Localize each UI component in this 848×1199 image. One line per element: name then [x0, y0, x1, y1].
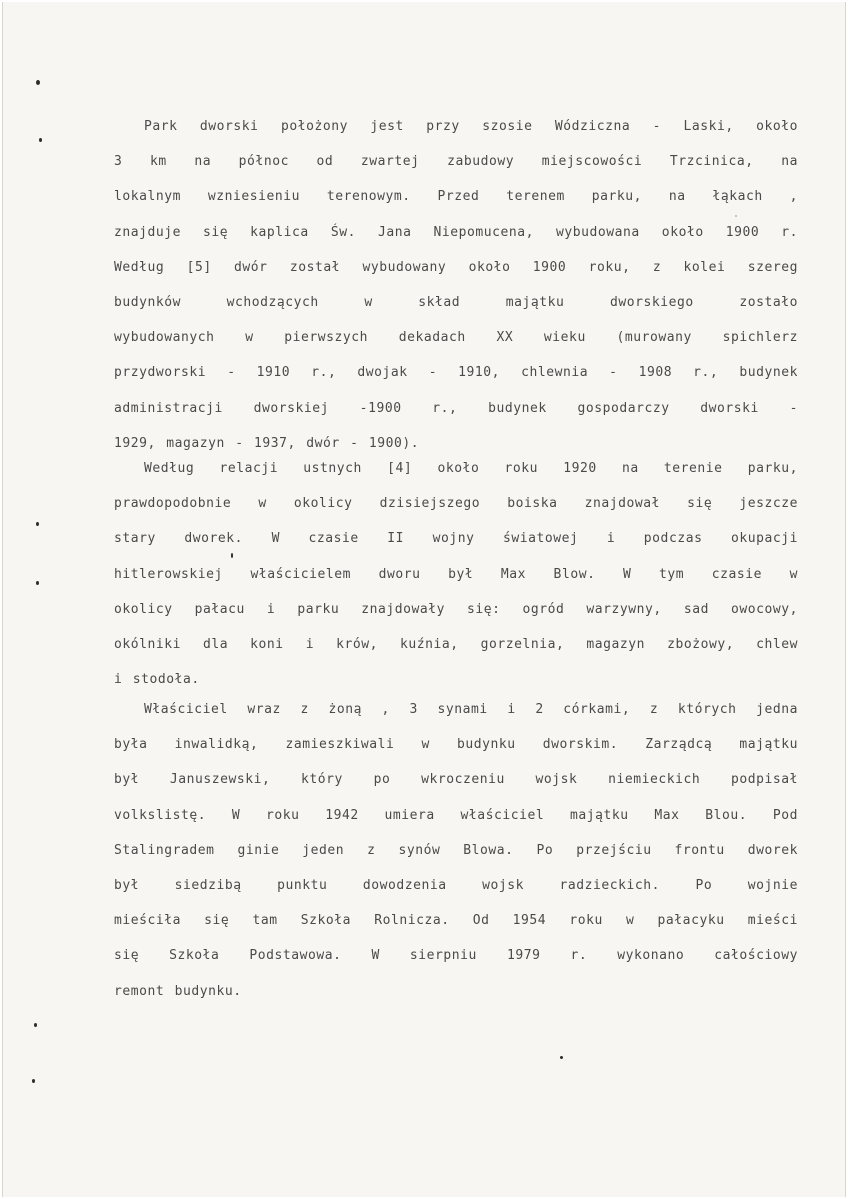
scan-speck: [34, 1023, 37, 1027]
text-line: Stalingradem ginie jeden z synów Blowa. Po przejściu frontu dworek: [114, 842, 798, 858]
scan-speck: [36, 581, 39, 585]
paragraph-3: [114, 692, 798, 1009]
text-line: Park dworski położony jest przy szosie Wódziczna - Laski, około: [144, 119, 798, 134]
document-page: [2, 2, 846, 1197]
text-line: Właściciel wraz z żoną , 3 synami i 2 córkami, z których jedna: [144, 702, 798, 717]
paragraph-2: [114, 451, 798, 697]
paragraph-1: [114, 109, 798, 461]
text-line: hitlerowskiej właścicielem dworu był Max Blow. W tym czasie w: [114, 566, 798, 582]
text-line: 3 km na północ od zwartej zabudowy miejscowości Trzcinica, na: [114, 154, 798, 170]
text-line: się Szkoła Podstawowa. W sierpniu 1979 r. wykonano całościowy: [114, 948, 798, 964]
text-line: 1929, magazyn - 1937, dwór - 1900).: [114, 435, 420, 451]
text-line: okólniki dla koni i krów, kuźnia, gorzelnia, magazyn zbożowy, chlew: [114, 636, 798, 652]
text-line: remont budynku.: [114, 983, 242, 999]
text-line: znajduje się kaplica Św. Jana Niepomucena, wybudowana około 1900 r.: [114, 224, 798, 240]
text-line: volkslistę. W roku 1942 umiera właściciel majątku Max Blou. Pod: [114, 807, 798, 823]
text-line: była inwalidką, zamieszkiwali w budynku dworskim. Zarządcą majątku: [114, 737, 798, 753]
scan-speck: [36, 80, 40, 85]
text-line: był siedzibą punktu dowodzenia wojsk radzieckich. Po wojnie: [114, 877, 798, 893]
text-line: był Januszewski, który po wkroczeniu wojsk niemieckich podpisał: [114, 772, 798, 788]
text-line: przydworski - 1910 r., dwojak - 1910, chlewnia - 1908 r., budynek: [114, 365, 798, 381]
text-line: lokalnym wzniesieniu terenowym. Przed terenem parku, na łąkach ,: [114, 189, 798, 205]
text-line: i stodoła.: [114, 672, 200, 688]
text-line: prawdopodobnie w okolicy dzisiejszego boiska znajdował się jeszcze: [114, 496, 798, 512]
text-line: mieściła się tam Szkoła Rolnicza. Od 1954 roku w pałacyku mieści: [114, 913, 798, 929]
text-line: okolicy pałacu i parku znajdowały się: ogród warzywny, sad owocowy,: [114, 601, 798, 617]
scan-speck: [36, 522, 39, 526]
text-line: stary dworek. W czasie II wojny światowej i podczas okupacji: [114, 531, 798, 547]
scan-speck: [560, 1056, 563, 1059]
text-line: wybudowanych w pierwszych dekadach XX wieku (murowany spichlerz: [114, 330, 798, 346]
text-line: budynków wchodzących w skład majątku dworskiego zostało: [114, 294, 798, 310]
text-line: Według [5] dwór został wybudowany około 1900 roku, z kolei szereg: [114, 259, 798, 275]
scan-speck: [32, 1079, 35, 1083]
text-line: administracji dworskiej -1900 r., budynek gospodarczy dworski -: [114, 400, 798, 416]
text-line: Według relacji ustnych [4] około roku 1920 na terenie parku,: [144, 461, 798, 476]
scan-speck: [39, 138, 42, 142]
